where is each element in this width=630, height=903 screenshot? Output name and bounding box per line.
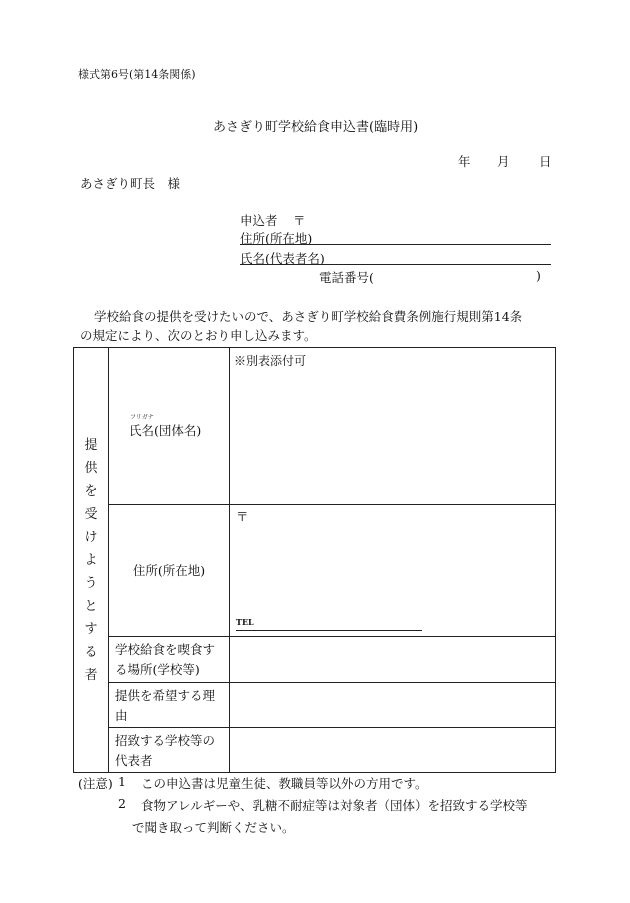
- note-1-text: この申込書は児童生徒、教職員等以外の方用です。: [141, 776, 428, 791]
- name-attach-note: ※別表添付可: [234, 354, 307, 368]
- date-month: 月: [497, 154, 510, 169]
- applicant-address-label: 住所(所在地): [240, 231, 313, 246]
- representative-value-cell[interactable]: [230, 728, 556, 773]
- applicant-name-line[interactable]: [240, 264, 551, 265]
- name-label-cell: [109, 348, 230, 505]
- note-2-number: 2: [118, 796, 126, 811]
- place-value-cell[interactable]: [230, 637, 556, 683]
- representative-label-cell: [109, 728, 230, 773]
- intro-line-2: の規定により、次のとおり申し込みます。: [80, 328, 317, 343]
- representative-label-line-1: 招致する学校等の: [115, 733, 216, 748]
- address-label-cell: [109, 505, 230, 637]
- reason-label-cell: [109, 683, 230, 728]
- place-label-line-1: 学校給食を喫食す: [115, 642, 216, 657]
- name-ruby: フリガナ: [130, 414, 154, 421]
- note-1-number: 1: [118, 774, 126, 789]
- form-number: 様式第6号(第14条関係): [78, 68, 196, 81]
- name-value-cell[interactable]: [230, 348, 556, 505]
- intro-line-1: 学校給食の提供を受けたいので、あさぎり町学校給食費条例施行規則第14条: [94, 309, 523, 324]
- place-label-line-2: る場所(学校等): [115, 662, 200, 677]
- addressee: あさぎり町長 様: [80, 176, 181, 191]
- reason-label-line-2: 由: [115, 708, 128, 723]
- form-title: あさぎり町学校給食申込書(臨時用): [213, 120, 419, 135]
- applicant-phone-close: ): [536, 268, 541, 283]
- note-2-text-line-2: で聞き取って判断ください。: [132, 820, 295, 835]
- reason-value-cell[interactable]: [230, 683, 556, 728]
- address-value-cell[interactable]: [230, 505, 556, 637]
- date-day: 日: [539, 154, 552, 169]
- note-2-text-line-1: 食物アレルギーや、乳糖不耐症等は対象者（団体）を招致する学校等: [141, 798, 528, 813]
- applicant-address-line[interactable]: [240, 244, 551, 245]
- applicant-phone-label: 電話番号(: [319, 270, 374, 285]
- representative-label-line-2: 代表者: [115, 753, 153, 768]
- applicant-name-label: 氏名(代表者名): [240, 251, 325, 266]
- date-year: 年: [458, 154, 471, 169]
- applicant-label: 申込者: [240, 213, 278, 228]
- address-postal-mark: 〒: [236, 509, 249, 524]
- application-table: [73, 347, 556, 773]
- recipient-group-label: 提 供 を 受 け よ う と す る 者: [74, 348, 109, 773]
- reason-label-line-1: 提供を希望する理: [115, 688, 216, 703]
- applicant-postal-mark: 〒: [293, 213, 306, 228]
- notes-heading: (注意): [78, 776, 113, 791]
- name-label: 氏名(団体名): [129, 423, 202, 438]
- address-label: 住所(所在地): [132, 562, 206, 578]
- address-tel-line[interactable]: [236, 630, 422, 631]
- address-tel-mark: TEL: [236, 617, 254, 627]
- place-label-cell: [109, 637, 230, 683]
